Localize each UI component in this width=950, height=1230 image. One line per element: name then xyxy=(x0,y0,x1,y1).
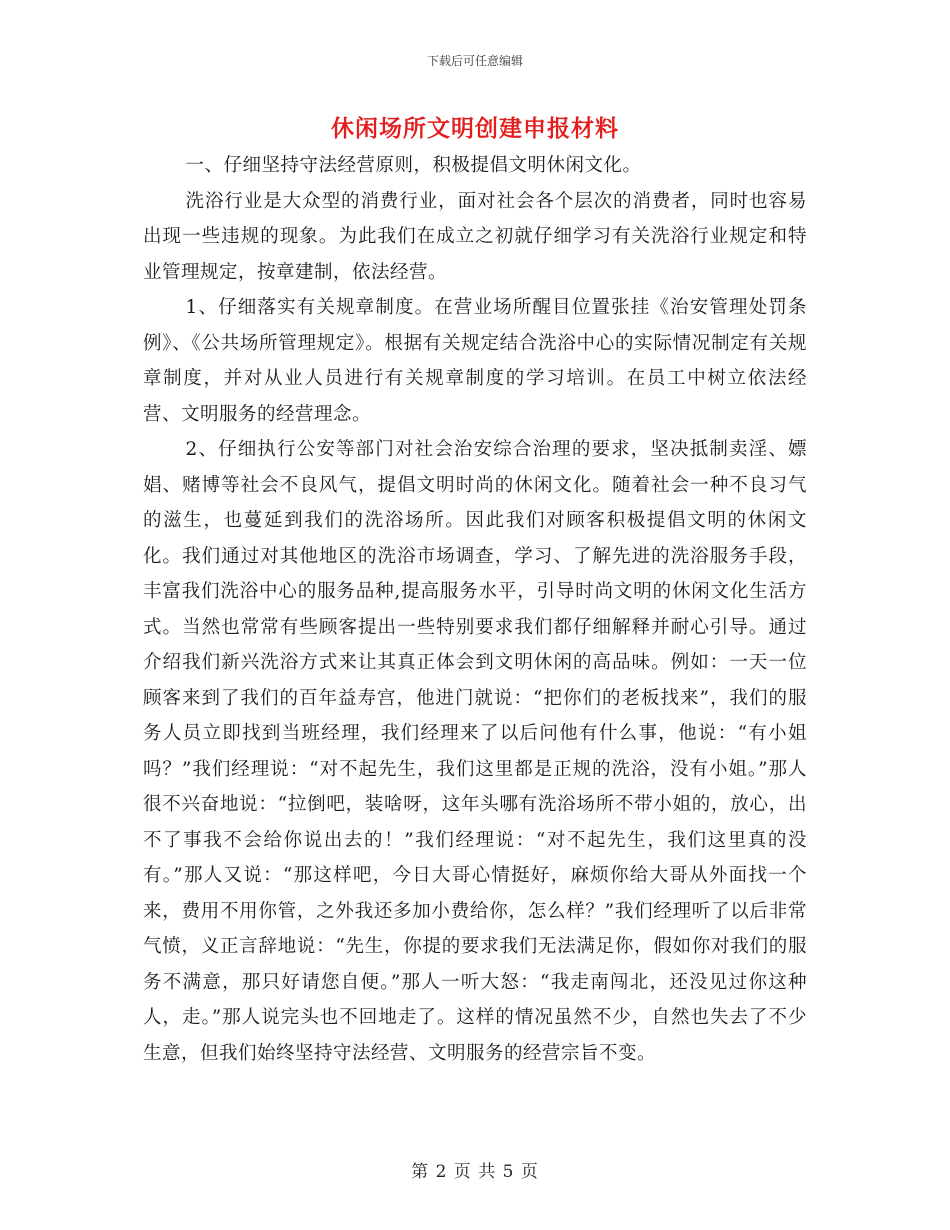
document-title: 休闲场所文明创建申报材料 xyxy=(331,115,619,142)
body-paragraph: 1、仔细落实有关规章制度。在营业场所醒目位置张挂《治安管理处罚条例》、《公共场所管理规定》。根据有关规定结合洗浴中心的实际情况制定有关规章制度，并对从业人员进行有关规章制度的学习培训。在员工中树立依法经营、文明服务的经营理念。 xyxy=(143,297,807,425)
body-paragraph: 洗浴行业是大众型的消费行业，面对社会各个层次的消费者，同时也容易出现一些违规的现象。为此我们在成立之初就仔细学习有关洗浴行业规定和特业管理规定，按章建制，依法经营。 xyxy=(143,190,807,283)
page-header-note: 下载后可任意编辑 xyxy=(426,54,523,68)
section-heading: 一、仔细坚持守法经营原则，积极提倡文明休闲文化。 xyxy=(185,155,642,176)
body-paragraph: 2、仔细执行公安等部门对社会治安综合治理的要求，坚决抵制卖淫、嫖娼、赌博等社会不良风气，提倡文明时尚的休闲文化。随着社会一种不良习气的滋生，也蔓延到我们的洗浴场所。因此我们对顾客积极提倡文明的休闲文化。我们通过对其他地区的洗浴市场调查，学习、了解先进的洗浴服务手段，丰富我们洗浴中心的服务品种,提高服务水平，引导时尚文明的休闲文化生活方式。当然也常常有些顾客提出一些特别要求我们都仔细解释并耐心引导。通过介绍我们新兴洗浴方式来让其真正体会到文明休闲的高品味。例如：一天一位顾客来到了我们的百年益寿宫，他进门就说：“把你们的老板找来”，我们的服务人员立即找到当班经理，我们经理来了以后问他有什么事，他说：“有小姐吗？”我们经理说：“对不起先生，我们这里都是正规的洗浴，没有小姐。”那人很不兴奋地说：“拉倒吧，装啥呀，这年头哪有洗浴场所不带小姐的，放心，出不了事我不会给你说出去的！”我们经理说：“对不起先生，我们这里真的没有。”那人又说：“那这样吧，今日大哥心情挺好，麻烦你给大哥从外面找一个来，费用不用你管，之外我还多加小费给你，怎么样？”我们经理听了以后非常气愤，义正言辞地说：“先生，你提的要求我们无法满足你，假如你对我们的服务不满意，那只好请您自便。”那人一听大怒：“我走南闯北，还没见过你这种人，走。”那人说完头也不回地走了。这样的情况虽然不少，自然也失去了不少生意，但我们始终坚持守法经营、文明服务的经营宗旨不变。 xyxy=(143,439,807,1064)
document-body xyxy=(143,148,807,1071)
page-number: 第 2 页 共 5 页 xyxy=(411,1162,539,1182)
